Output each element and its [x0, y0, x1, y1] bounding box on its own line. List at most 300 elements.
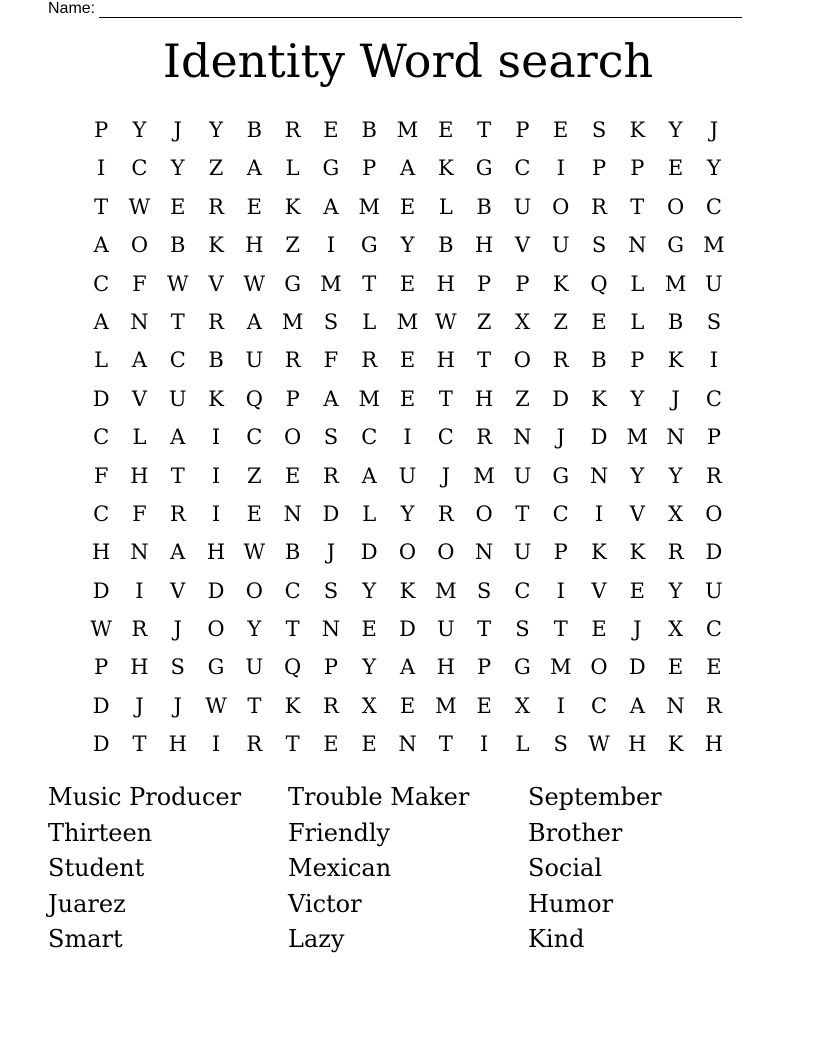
grid-letter: U	[705, 578, 723, 603]
grid-letter: T	[285, 732, 300, 757]
grid-letter: A	[323, 386, 339, 411]
grid-letter: P	[477, 655, 492, 680]
grid-letter: R	[476, 425, 493, 450]
grid-letter: C	[705, 194, 722, 219]
name-field	[48, 0, 742, 18]
grid-letter: C	[284, 578, 301, 603]
grid-letter: H	[436, 271, 455, 296]
grid-letter: R	[208, 309, 224, 334]
grid-letter: E	[629, 578, 645, 603]
grid-letter: C	[514, 156, 531, 181]
grid-letter: P	[706, 425, 721, 450]
grid-letter: X	[668, 617, 684, 642]
grid-letter: A	[399, 655, 416, 680]
grid-letter: S	[591, 118, 607, 142]
word-list-item: Friendly	[288, 818, 391, 847]
word-list-item: Lazy	[288, 925, 345, 953]
grid-letter: Y	[400, 501, 415, 526]
grid-letter: N	[589, 463, 609, 488]
grid-letter: W	[205, 693, 227, 718]
grid-letter: B	[284, 540, 301, 565]
grid-letter: P	[94, 118, 109, 142]
grid-letter: O	[590, 655, 608, 680]
grid-letter: C	[93, 425, 110, 450]
word-list-item: Brother	[528, 818, 623, 847]
grid-letter: G	[667, 233, 684, 258]
grid-letter: R	[705, 693, 722, 718]
grid-letter: U	[245, 348, 264, 373]
grid-letter: Q	[284, 655, 302, 680]
grid-letter: O	[284, 425, 302, 450]
grid-letter: P	[591, 156, 607, 181]
grid-letter: K	[399, 578, 416, 603]
grid-letter: Y	[668, 578, 683, 603]
grid-letter: L	[362, 501, 377, 526]
letter-grid	[82, 111, 733, 764]
grid-letter: T	[477, 118, 492, 142]
grid-letter: G	[207, 655, 225, 680]
grid-letter: I	[403, 425, 412, 450]
grid-letter: K	[284, 194, 301, 219]
grid-letter: E	[667, 156, 684, 181]
page-title: Identity Word search	[162, 34, 654, 88]
grid-letter: G	[360, 233, 378, 258]
grid-letter: O	[513, 348, 532, 373]
grid-letter: C	[514, 578, 531, 603]
grid-letter: S	[323, 309, 339, 334]
grid-letter: L	[515, 732, 530, 757]
grid-letter: B	[476, 194, 492, 219]
grid-letter: M	[281, 309, 304, 334]
grid-letter: A	[399, 156, 416, 181]
grid-letter: E	[170, 194, 186, 219]
grid-letter: N	[283, 501, 302, 526]
word-list-item: Victor	[288, 889, 362, 918]
grid-letter: L	[362, 309, 377, 334]
grid-letter: V	[131, 386, 148, 411]
grid-letter: E	[399, 386, 416, 411]
grid-letter: M	[320, 271, 342, 296]
grid-letter: R	[437, 501, 454, 526]
grid-letter: M	[358, 386, 380, 411]
grid-letter: K	[629, 118, 646, 142]
grid-letter: Y	[132, 118, 147, 142]
grid-letter: D	[92, 732, 110, 757]
grid-letter: N	[398, 732, 417, 757]
grid-letter: K	[552, 271, 569, 296]
grid-letter: F	[93, 463, 109, 488]
grid-letter: D	[322, 501, 340, 526]
grid-letter: S	[323, 578, 339, 603]
grid-letter: A	[246, 156, 262, 181]
grid-letter: V	[629, 501, 645, 526]
word-list-item: Humor	[528, 889, 614, 918]
grid-letter: R	[131, 617, 148, 642]
grid-letter: I	[211, 501, 221, 526]
grid-letter: A	[629, 693, 645, 718]
grid-letter: E	[323, 118, 339, 142]
grid-letter: T	[477, 617, 492, 642]
grid-letter: L	[438, 194, 453, 219]
grid-letter: B	[667, 309, 684, 334]
grid-letter: E	[323, 732, 339, 757]
grid-letter: U	[551, 233, 570, 258]
grid-letter: P	[477, 271, 492, 296]
grid-letter: A	[131, 348, 148, 373]
grid-letter: I	[709, 348, 719, 373]
grid-letter: Y	[209, 118, 223, 142]
grid-letter: I	[135, 578, 144, 603]
grid-letter: J	[173, 118, 182, 142]
grid-letter: E	[399, 194, 416, 219]
grid-letter: W	[588, 732, 610, 757]
grid-letter: G	[475, 156, 493, 181]
grid-letter: N	[321, 617, 341, 642]
grid-letter: A	[246, 309, 262, 334]
grid-letter: Z	[553, 309, 568, 334]
grid-letter: J	[633, 617, 642, 642]
grid-letter: H	[474, 233, 494, 258]
grid-letter: E	[246, 194, 262, 219]
grid-letter: G	[284, 271, 302, 296]
grid-letter: I	[556, 578, 565, 603]
grid-letter: N	[666, 693, 685, 718]
grid-letter: T	[132, 732, 147, 757]
grid-letter: C	[552, 501, 569, 526]
grid-letter: H	[130, 463, 149, 488]
grid-letter: N	[666, 425, 685, 450]
grid-letter: W	[435, 309, 457, 334]
grid-letter: P	[285, 386, 300, 411]
grid-letter: Y	[706, 156, 721, 181]
grid-letter: Y	[170, 156, 185, 181]
grid-letter: P	[515, 118, 530, 142]
grid-letter: L	[132, 425, 147, 450]
grid-letter: O	[705, 501, 723, 526]
grid-letter: S	[553, 732, 568, 757]
grid-letter: G	[514, 655, 531, 680]
grid-letter: K	[208, 233, 224, 258]
grid-letter: B	[246, 118, 263, 142]
grid-letter: K	[591, 540, 607, 565]
grid-letter: M	[396, 309, 419, 334]
name-underline	[99, 3, 742, 18]
grid-letter: M	[549, 655, 572, 680]
grid-letter: S	[515, 617, 530, 642]
grid-letter: K	[437, 156, 454, 181]
grid-letter: D	[705, 540, 723, 565]
grid-letter: E	[706, 655, 722, 680]
word-list-item: Music Producer	[48, 783, 242, 811]
grid-letter: W	[128, 194, 151, 219]
grid-letter: D	[628, 655, 646, 680]
grid-letter: R	[323, 693, 339, 718]
grid-letter: K	[284, 693, 301, 718]
grid-letter: E	[399, 348, 416, 373]
grid-letter: W	[166, 271, 189, 296]
grid-letter: I	[211, 732, 221, 757]
grid-letter: H	[130, 655, 149, 680]
word-list-item: Social	[528, 854, 602, 882]
grid-letter: J	[709, 118, 719, 142]
grid-letter: C	[705, 617, 722, 642]
name-label: Name:	[48, 0, 96, 17]
word-list-item: September	[528, 783, 662, 811]
grid-letter: E	[361, 617, 377, 642]
grid-letter: K	[208, 386, 224, 411]
grid-letter: E	[553, 118, 569, 142]
grid-letter: T	[362, 271, 377, 296]
grid-letter: Z	[208, 156, 224, 181]
grid-letter: C	[361, 425, 378, 450]
grid-letter: S	[170, 655, 185, 680]
grid-letter: J	[671, 386, 680, 411]
grid-letter: T	[477, 348, 492, 373]
grid-letter: T	[285, 617, 300, 642]
grid-letter: F	[132, 501, 147, 526]
grid-letter: E	[284, 463, 301, 488]
grid-letter: T	[630, 194, 645, 219]
grid-letter: P	[630, 156, 645, 181]
grid-letter: M	[703, 233, 725, 258]
grid-letter: I	[326, 233, 336, 258]
grid-letter: D	[590, 425, 608, 450]
grid-letter: R	[208, 194, 224, 219]
grid-letter: C	[590, 693, 608, 718]
grid-letter: P	[323, 655, 338, 680]
grid-letter: U	[513, 194, 532, 219]
grid-letter: T	[94, 194, 109, 219]
grid-letter: M	[473, 463, 495, 488]
grid-letter: N	[474, 540, 494, 565]
grid-letter: A	[93, 309, 109, 334]
grid-letter: I	[479, 732, 489, 757]
grid-letter: H	[436, 655, 455, 680]
grid-letter: T	[170, 309, 185, 334]
grid-letter: K	[629, 540, 646, 565]
grid-letter: Y	[362, 655, 377, 680]
grid-letter: J	[441, 463, 451, 488]
word-list-item: Trouble Maker	[288, 783, 470, 811]
grid-letter: U	[436, 617, 455, 642]
grid-letter: D	[92, 386, 110, 411]
grid-letter: D	[92, 578, 110, 603]
grid-letter: T	[553, 617, 568, 642]
grid-letter: M	[435, 578, 457, 603]
grid-letter: E	[399, 271, 416, 296]
grid-letter: H	[168, 732, 187, 757]
grid-letter: E	[438, 118, 454, 142]
grid-letter: Y	[630, 463, 645, 488]
grid-letter: I	[97, 156, 106, 181]
grid-letter: M	[664, 271, 687, 296]
grid-letter: R	[705, 463, 722, 488]
grid-letter: T	[438, 732, 453, 757]
grid-letter: C	[169, 348, 186, 373]
grid-letter: Y	[400, 233, 415, 258]
grid-letter: P	[553, 540, 568, 565]
grid-letter: A	[170, 540, 186, 565]
grid-letter: N	[628, 233, 647, 258]
word-list-item: Mexican	[288, 854, 392, 882]
grid-letter: P	[94, 655, 109, 680]
grid-letter: U	[398, 463, 417, 488]
grid-letter: S	[706, 309, 722, 334]
grid-letter: E	[591, 617, 607, 642]
grid-letter: L	[285, 156, 300, 181]
grid-letter: T	[247, 693, 262, 718]
grid-letter: E	[667, 655, 684, 680]
grid-letter: J	[556, 425, 565, 450]
grid-letter: E	[591, 309, 607, 334]
grid-letter: W	[90, 617, 112, 642]
grid-letter: T	[515, 501, 530, 526]
word-list-item: Juarez	[48, 889, 126, 918]
grid-letter: E	[476, 693, 492, 718]
grid-letter: Z	[285, 233, 300, 258]
grid-letter: R	[284, 348, 301, 373]
grid-letter: U	[245, 655, 264, 680]
grid-letter: K	[667, 732, 684, 757]
grid-letter: J	[173, 693, 182, 718]
grid-letter: R	[246, 732, 263, 757]
grid-letter: R	[284, 118, 301, 142]
grid-letter: R	[323, 463, 339, 488]
grid-letter: P	[362, 156, 377, 181]
grid-letter: K	[591, 386, 607, 411]
grid-letter: U	[168, 386, 187, 411]
grid-letter: L	[94, 348, 109, 373]
grid-letter: J	[135, 693, 144, 718]
word-list-item: Kind	[528, 925, 585, 953]
grid-letter: M	[396, 118, 419, 142]
grid-letter: O	[207, 617, 225, 642]
grid-letter: N	[130, 309, 149, 334]
grid-letter: C	[705, 386, 722, 411]
grid-letter: R	[361, 348, 378, 373]
grid-letter: A	[170, 425, 186, 450]
grid-letter: I	[556, 693, 565, 718]
grid-letter: O	[475, 501, 493, 526]
grid-letter: P	[515, 271, 530, 296]
grid-letter: C	[131, 156, 148, 181]
grid-letter: W	[243, 271, 266, 296]
grid-letter: U	[513, 463, 532, 488]
grid-letter: H	[474, 386, 494, 411]
grid-letter: X	[514, 309, 530, 334]
grid-letter: E	[361, 732, 377, 757]
grid-letter: Y	[247, 617, 262, 642]
grid-letter: F	[132, 271, 147, 296]
grid-letter: P	[630, 348, 645, 373]
grid-letter: X	[668, 501, 684, 526]
grid-letter: Y	[362, 578, 377, 603]
grid-letter: E	[399, 693, 416, 718]
grid-letter: R	[667, 540, 684, 565]
grid-letter: E	[246, 501, 262, 526]
grid-letter: B	[438, 233, 454, 258]
grid-letter: D	[92, 693, 110, 718]
grid-letter: C	[246, 425, 263, 450]
grid-letter: G	[552, 463, 570, 488]
grid-letter: O	[398, 540, 417, 565]
grid-letter: A	[93, 233, 109, 258]
grid-letter: Y	[668, 463, 683, 488]
grid-letter: H	[436, 348, 455, 373]
grid-letter: V	[170, 578, 186, 603]
grid-letter: B	[208, 348, 224, 373]
grid-letter: Z	[247, 463, 262, 488]
word-list-item: Student	[48, 854, 145, 882]
grid-letter: B	[170, 233, 186, 258]
grid-letter: W	[243, 540, 266, 565]
grid-letter: B	[361, 118, 377, 142]
grid-letter: V	[514, 233, 530, 258]
grid-letter: D	[399, 617, 416, 642]
grid-letter: H	[245, 233, 264, 258]
grid-letter: Q	[245, 386, 263, 411]
grid-letter: H	[91, 540, 111, 565]
grid-letter: Z	[476, 309, 492, 334]
grid-letter: R	[169, 501, 186, 526]
grid-letter: X	[361, 693, 377, 718]
grid-letter: S	[591, 233, 607, 258]
grid-letter: Z	[515, 386, 530, 411]
grid-letter: U	[513, 540, 532, 565]
grid-letter: H	[704, 732, 724, 757]
grid-letter: I	[556, 156, 565, 181]
grid-letter: S	[323, 425, 339, 450]
grid-letter: N	[513, 425, 532, 450]
grid-letter: O	[666, 194, 685, 219]
grid-letter: F	[323, 348, 339, 373]
grid-letter: I	[211, 425, 221, 450]
word-list-item: Smart	[48, 925, 123, 953]
grid-letter: C	[93, 271, 110, 296]
grid-letter: U	[705, 271, 723, 296]
grid-letter: D	[360, 540, 378, 565]
grid-letter: L	[630, 271, 645, 296]
grid-letter: M	[435, 693, 457, 718]
grid-letter: O	[245, 578, 263, 603]
grid-letter: M	[626, 425, 649, 450]
grid-letter: T	[438, 386, 453, 411]
grid-letter: J	[173, 617, 182, 642]
grid-letter: D	[552, 386, 570, 411]
grid-letter: O	[552, 194, 570, 219]
grid-letter: K	[667, 348, 684, 373]
grid-letter: R	[552, 348, 569, 373]
grid-letter: X	[514, 693, 530, 718]
grid-letter: N	[130, 540, 149, 565]
grid-letter: I	[211, 463, 221, 488]
grid-letter: I	[594, 501, 604, 526]
grid-letter: B	[591, 348, 607, 373]
word-list-item: Thirteen	[48, 818, 153, 847]
grid-letter: O	[437, 540, 455, 565]
grid-letter: M	[358, 194, 380, 219]
grid-letter: A	[323, 194, 339, 219]
grid-letter: Y	[630, 386, 645, 411]
grid-letter: R	[591, 194, 607, 219]
grid-letter: L	[630, 309, 645, 334]
grid-letter: S	[476, 578, 492, 603]
grid-letter: T	[170, 463, 185, 488]
grid-letter: C	[437, 425, 454, 450]
grid-letter: J	[326, 540, 336, 565]
grid-letter: A	[361, 463, 377, 488]
grid-letter: H	[628, 732, 647, 757]
